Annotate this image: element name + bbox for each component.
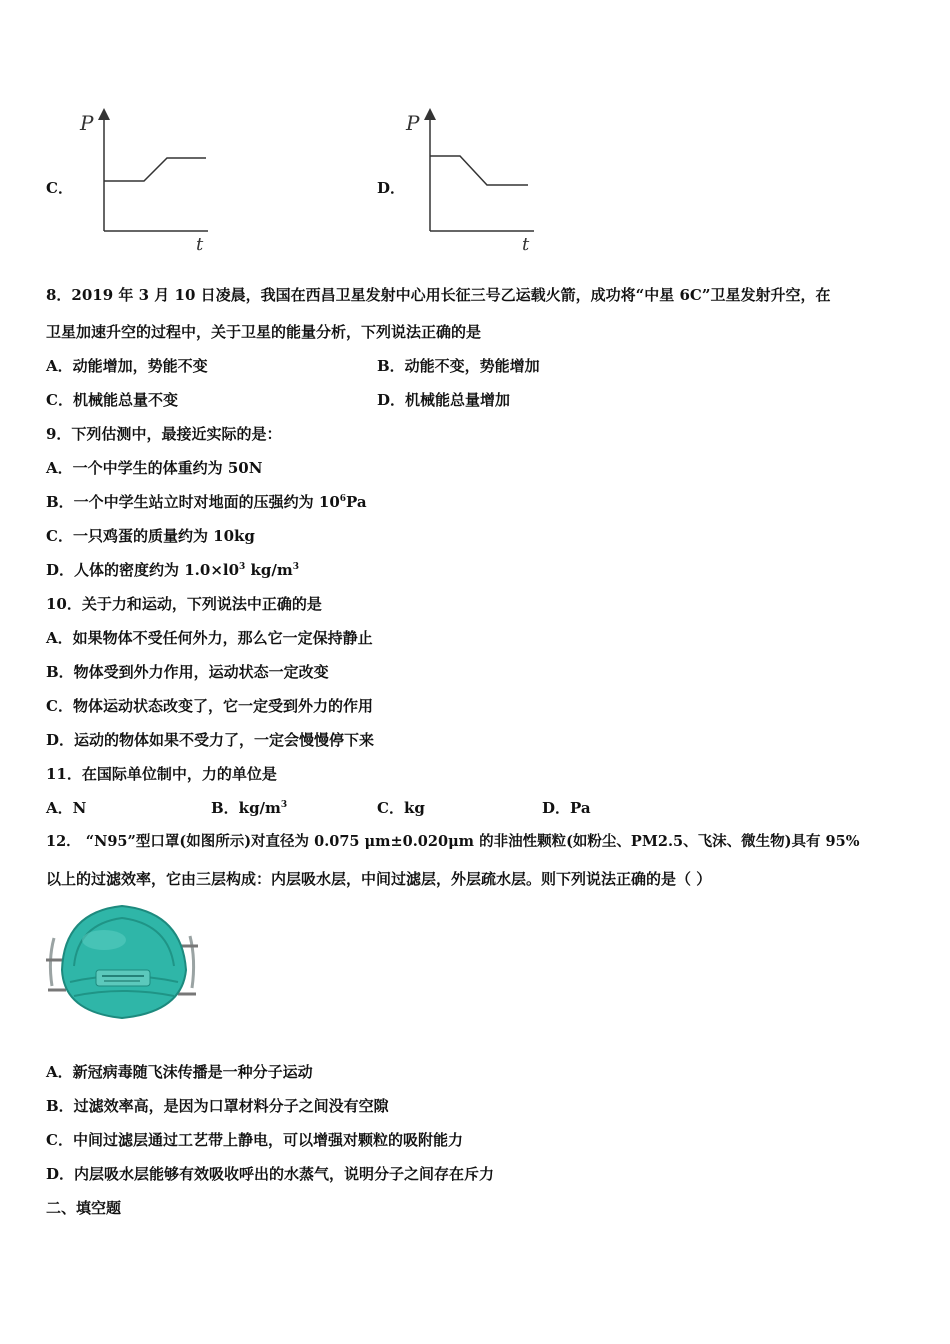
- option-d-label: D．: [377, 179, 406, 197]
- q11-stem: 11．在国际单位制中，力的单位是: [46, 765, 277, 783]
- x-axis-label: t: [196, 234, 204, 255]
- section-heading: 二、填空题: [46, 1199, 122, 1217]
- q8-option-c: C．机械能总量不变: [46, 391, 178, 409]
- q8-option-a: A．动能增加，势能不变: [46, 357, 208, 375]
- q11-option-c: C．kg: [377, 799, 425, 817]
- q11-option-b-text: B．kg/m: [211, 799, 281, 817]
- q9-option-b-exponent: 6: [339, 494, 347, 504]
- q9-option-a: A．一个中学生的体重约为 50N: [46, 459, 263, 477]
- q8-stem-line2: 卫星加速升空的过程中，关于卫星的能量分析，下列说法正确的是: [46, 323, 482, 341]
- q10-option-a: A．如果物体不受任何外力，那么它一定保持静止: [46, 629, 373, 647]
- q9-stem: 9．下列估测中，最接近实际的是：: [46, 425, 282, 443]
- q12-option-a: A．新冠病毒随飞沫传播是一种分子运动: [46, 1063, 313, 1081]
- q9-option-c: C．一只鸡蛋的质量约为 10kg: [46, 527, 255, 545]
- option-c-label: C．: [46, 179, 73, 197]
- q12-option-b: B．过滤效率高，是因为口罩材料分子之间没有空隙: [46, 1097, 389, 1115]
- x-axis-label: t: [522, 234, 530, 255]
- graph-line: [104, 158, 206, 181]
- q10-stem: 10．关于力和运动，下列说法中正确的是: [46, 595, 322, 613]
- q9-option-d-unit: kg/m: [245, 561, 293, 579]
- q11-option-b-exponent: 3: [280, 800, 288, 810]
- q9-option-d-text: D．人体的密度约为 1.0×l0: [46, 561, 240, 579]
- q10-option-d: D．运动的物体如果不受力了，一定会慢慢停下来: [46, 731, 375, 749]
- q9-option-b: [46, 492, 367, 512]
- q12-stem-line2: 以上的过滤效率，它由三层构成：内层吸水层，中间过滤层，外层疏水层。则下列说法正确的是（ ）: [46, 870, 712, 888]
- q9-option-d-unit-exponent: 3: [292, 562, 300, 572]
- q10-option-b: B．物体受到外力作用，运动状态一定改变: [46, 663, 329, 681]
- q9-option-b-text: B．一个中学生站立时对地面的压强约为 10: [46, 493, 340, 511]
- q8-stem-line1: 8．2019 年 3 月 10 日凌晨，我国在西昌卫星发射中心用长征三号乙运载火箭，成功将“中星 6C”卫星发射升空，在: [46, 286, 831, 304]
- q8-option-b: B．动能不变，势能增加: [377, 357, 540, 375]
- q8-option-d: D．机械能总量增加: [377, 391, 511, 409]
- q11-option-d: D．Pa: [542, 799, 591, 817]
- n95-mask-image: [44, 900, 200, 1030]
- q10-option-c: C．物体运动状态改变了，它一定受到外力的作用: [46, 697, 373, 715]
- q12-stem-line1: 12． “N95”型口罩(如图所示)对直径为 0.075 μm±0.020μm 的非油性颗粒(如粉尘、PM2.5、飞沫、微生物)具有 95%: [46, 833, 860, 850]
- q9-option-d: [46, 560, 299, 580]
- y-axis-label: P: [406, 111, 420, 135]
- q11-option-b: [211, 798, 287, 818]
- q9-option-d-exponent: 3: [239, 562, 246, 572]
- y-axis-label: P: [80, 111, 94, 135]
- q11-option-a: A．N: [46, 799, 87, 817]
- graph-c: [74, 106, 214, 256]
- graph-d: [400, 106, 540, 256]
- q12-option-c: C．中间过滤层通过工艺带上静电，可以增强对颗粒的吸附能力: [46, 1131, 463, 1149]
- graph-line: [430, 156, 528, 185]
- q9-option-b-unit: Pa: [346, 493, 367, 511]
- q12-option-d: D．内层吸水层能够有效吸收呼出的水蒸气，说明分子之间存在斥力: [46, 1165, 495, 1183]
